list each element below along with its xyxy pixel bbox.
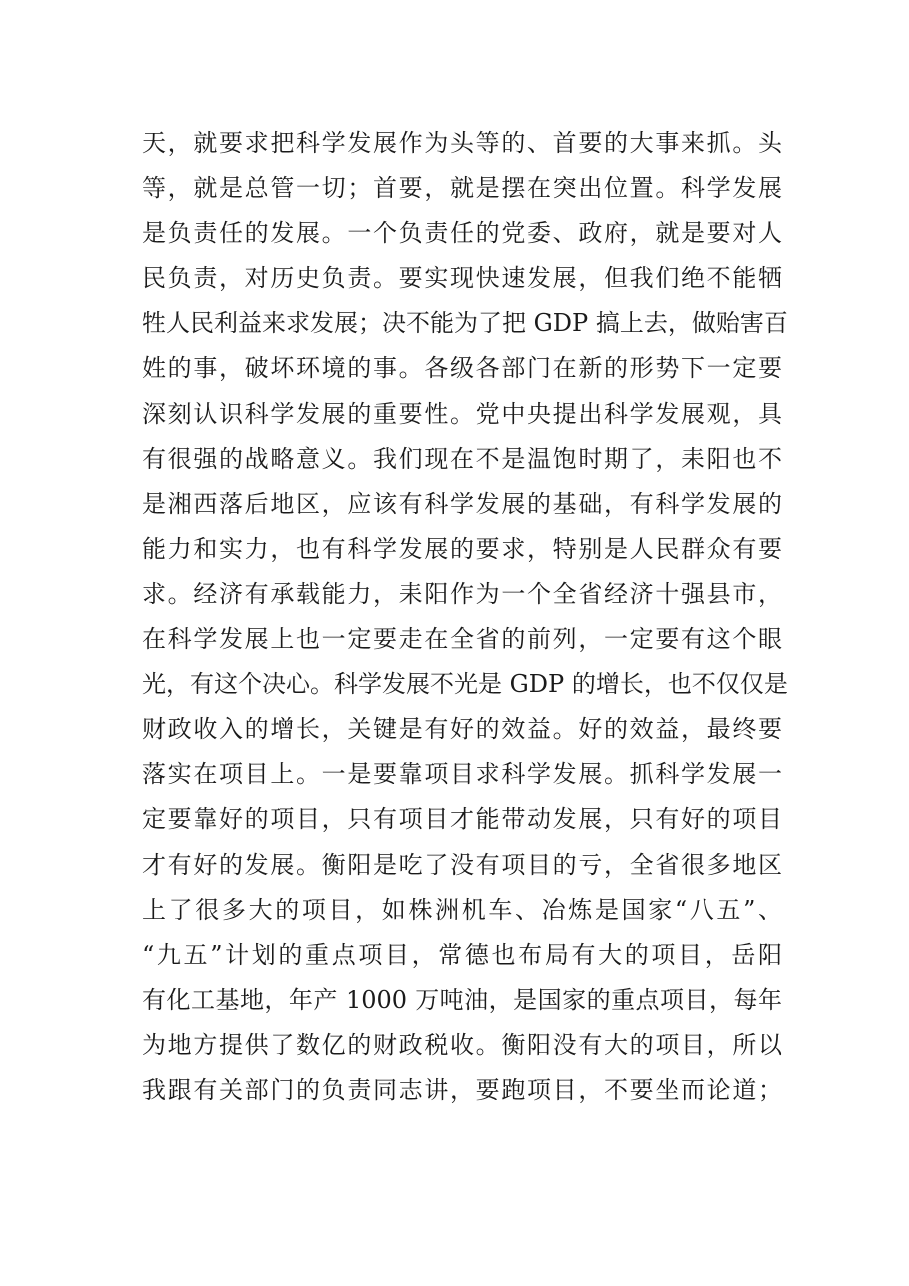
text-line-9: 是湘西落后地区，应该有科学发展的基础，有科学发展的 (142, 489, 782, 518)
text-line-17: 才有好的发展。衡阳是吃了没有项目的亏，全省很多地区 (142, 850, 782, 879)
text-line-20: 有化工基地，年产 1000 万吨油，是国家的重点项目，每年 (142, 985, 782, 1014)
text-line-1: 天，就要求把科学发展作为头等的、首要的大事来抓。头 (142, 129, 782, 157)
text-line-21: 为地方提供了数亿的财政税收。衡阳没有大的项目，所以 (142, 1030, 782, 1059)
text-line-8: 有很强的战略意义。我们现在不是温饱时期了，耒阳也不 (142, 444, 782, 473)
text-line-2: 等，就是总管一切；首要，就是摆在突出位置。科学发展 (142, 174, 782, 203)
text-line-4: 民负责，对历史负责。要实现快速发展，但我们绝不能牺 (142, 264, 782, 293)
text-line-13: 光，有这个决心。科学发展不光是 GDP 的增长，也不仅仅是 (142, 670, 788, 699)
body-text (142, 121, 788, 1113)
text-line-5: 牲人民利益来求发展；决不能为了把 GDP 搞上去，做贻害百 (142, 309, 788, 338)
text-line-12: 在科学发展上也一定要走在全省的前列，一定要有这个眼 (142, 625, 782, 654)
text-line-14: 财政收入的增长，关键是有好的效益。好的效益，最终要 (142, 715, 782, 744)
text-line-16: 定要靠好的项目，只有项目才能带动发展，只有好的项目 (142, 805, 782, 834)
text-line-18: 上了很多大的项目，如株洲机车、冶炼是国家“八五”、 (142, 895, 782, 924)
text-line-11: 求。经济有承载能力，耒阳作为一个全省经济十强县市， (142, 579, 782, 608)
text-line-3: 是负责任的发展。一个负责任的党委、政府，就是要对人 (142, 219, 782, 248)
text-line-7: 深刻认识科学发展的重要性。党中央提出科学发展观，具 (142, 399, 782, 428)
text-line-19: “九五”计划的重点项目，常德也布局有大的项目，岳阳 (142, 940, 782, 969)
text-line-6: 姓的事，破坏环境的事。各级各部门在新的形势下一定要 (142, 354, 782, 383)
text-line-10: 能力和实力，也有科学发展的要求，特别是人民群众有要 (142, 534, 782, 563)
text-line-15: 落实在项目上。一是要靠项目求科学发展。抓科学发展一 (142, 760, 782, 789)
text-line-22: 我跟有关部门的负责同志讲，要跑项目，不要坐而论道； (142, 1075, 782, 1104)
